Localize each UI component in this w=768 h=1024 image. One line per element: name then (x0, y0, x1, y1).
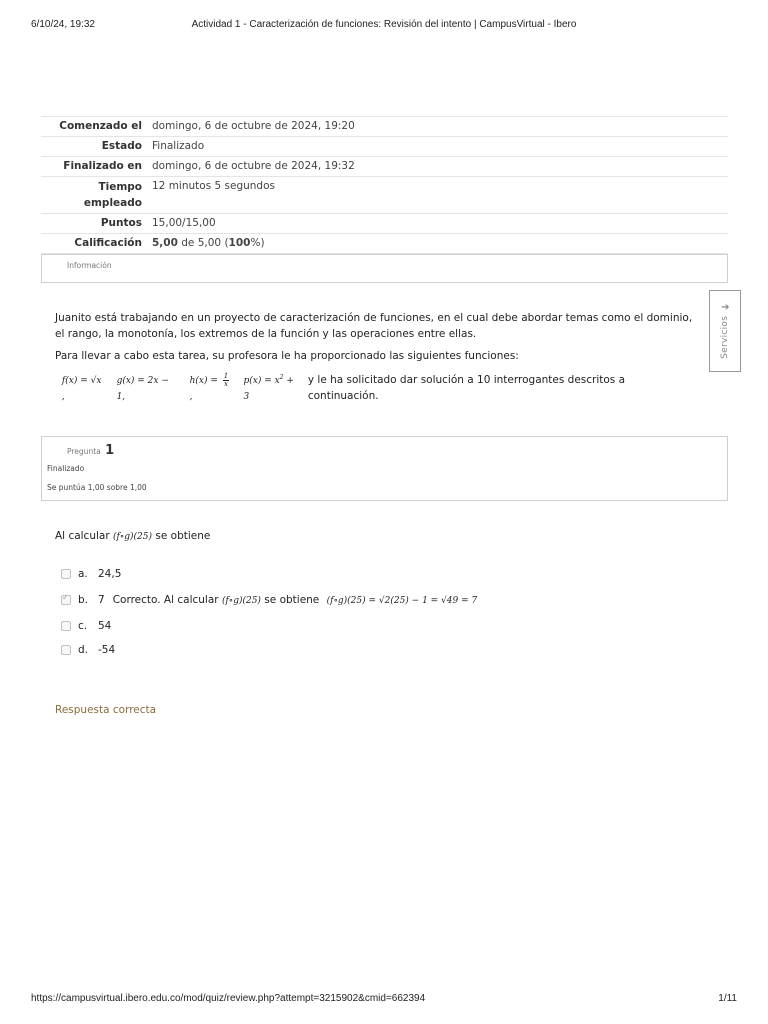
question-info-box (41, 436, 728, 501)
answer-letter: b. (78, 594, 89, 606)
summary-row (41, 234, 728, 254)
answer-option-b[interactable] (61, 589, 477, 611)
fraction-numerator: 1 (223, 372, 229, 380)
feedback-text: se obtiene (264, 594, 320, 606)
print-title: Actividad 1 - Caracterización de funciones: Revisión del intento | CampusVirtual - Ibero (191, 19, 577, 30)
answer-text: 54 (98, 620, 112, 632)
answer-checkbox[interactable] (61, 569, 71, 579)
summary-label (41, 177, 152, 214)
function-h-left: h(x) = (189, 376, 218, 386)
servicios-label-wrap (710, 291, 740, 371)
servicios-label: Servicios (720, 315, 730, 359)
answer-text: 24,5 (98, 568, 122, 580)
information-box (41, 254, 728, 283)
summary-row (41, 137, 728, 157)
label-line: empleado (83, 197, 142, 209)
information-label: Información (67, 261, 112, 270)
feedback-expression: (f∘g)(25) (221, 596, 261, 606)
summary-label: Puntos (100, 217, 142, 229)
grade-max: de 5,00 ( (177, 237, 229, 249)
intro-paragraph: Para llevar a cabo esta tarea, su profesora le ha proporcionado las siguientes funciones: (55, 350, 519, 362)
summary-row (41, 177, 728, 214)
answer-feedback (113, 594, 478, 606)
question-expression: (f∘g)(25) (113, 532, 153, 542)
feedback-formula: (f∘g)(25) = √2(25) − 1 = √49 = 7 (326, 596, 478, 606)
feedback-text: Correcto. Al calcular (112, 594, 219, 606)
question-result: Respuesta correcta (55, 704, 157, 716)
summary-value: 12 minutos 5 segundos (152, 180, 275, 192)
functions-line (55, 370, 695, 405)
information-text (55, 310, 695, 405)
answer-letter: c. (78, 620, 88, 632)
function-p (244, 370, 302, 405)
exponent: 2 (279, 374, 284, 381)
question-number: 1 (105, 443, 115, 458)
summary-row (41, 157, 728, 177)
grade-score: 5,00 (152, 237, 178, 249)
intro-paragraph: Juanito está trabajando en un proyecto de caracterización de funciones, en el cual debe abordar temas como el dominio, el rango, la monotonía, los extremos de la función y las operaciones entre ellas. (55, 312, 693, 340)
summary-label: Calificación (74, 237, 142, 249)
answer-text: 7 (98, 594, 105, 606)
summary-row (41, 214, 728, 234)
answer-text: -54 (98, 644, 116, 656)
answer-letter: d. (78, 644, 89, 656)
summary-value: 15,00/15,00 (152, 217, 216, 229)
function-g: g(x) = 2x − 1, (116, 376, 169, 402)
print-date: 6/10/24, 19:32 (31, 19, 95, 30)
question-grade: Se puntúa 1,00 sobre 1,00 (47, 483, 147, 492)
function-f: f(x) = √x , (61, 376, 102, 402)
fraction-denominator: x (223, 380, 228, 388)
answer-list (61, 565, 477, 665)
grade-percent: 100 (228, 237, 251, 249)
answer-option-a[interactable] (61, 565, 477, 583)
print-footer (0, 993, 768, 1007)
function-p-left: p(x) = x (243, 376, 280, 386)
summary-label: Comenzado el (59, 120, 142, 132)
question-label-text: Pregunta (67, 447, 101, 456)
print-header (0, 19, 768, 33)
answer-checkbox[interactable] (61, 645, 71, 655)
question-text (55, 530, 210, 542)
summary-value: domingo, 6 de octubre de 2024, 19:20 (152, 120, 355, 132)
function-h-comma: , (189, 392, 193, 402)
answer-option-d[interactable] (61, 641, 477, 659)
question-state: Finalizado (47, 464, 85, 473)
answer-option-c[interactable] (61, 617, 477, 635)
summary-value: Finalizado (152, 140, 205, 152)
summary-label: Finalizado en (63, 160, 142, 172)
question-text-after: se obtiene (155, 530, 211, 542)
answer-checkbox[interactable] (61, 621, 71, 631)
function-h (190, 373, 234, 405)
grade-value (152, 234, 728, 254)
question-text-before: Al calcular (55, 530, 110, 542)
servicios-tab[interactable] (709, 290, 741, 372)
label-line: Tiempo (98, 181, 142, 193)
summary-row (41, 117, 728, 137)
question-label (67, 443, 114, 458)
intro-tail: y le ha solicitado dar solución a 10 interrogantes descritos a continuación. (307, 374, 626, 402)
function-p-right: + 3 (243, 376, 294, 402)
grade-end: %) (250, 237, 265, 249)
summary-value: domingo, 6 de octubre de 2024, 19:32 (152, 160, 355, 172)
answer-letter: a. (78, 568, 88, 580)
arrow-right-icon: ➔ (720, 301, 730, 313)
print-url: https://campusvirtual.ibero.edu.co/mod/quiz/review.php?attempt=3215902&cmid=662394 (31, 993, 426, 1004)
summary-label: Estado (101, 140, 142, 152)
attempt-summary-table (41, 116, 728, 254)
answer-checkbox[interactable] (61, 595, 71, 605)
page-number: 1/11 (718, 993, 737, 1004)
